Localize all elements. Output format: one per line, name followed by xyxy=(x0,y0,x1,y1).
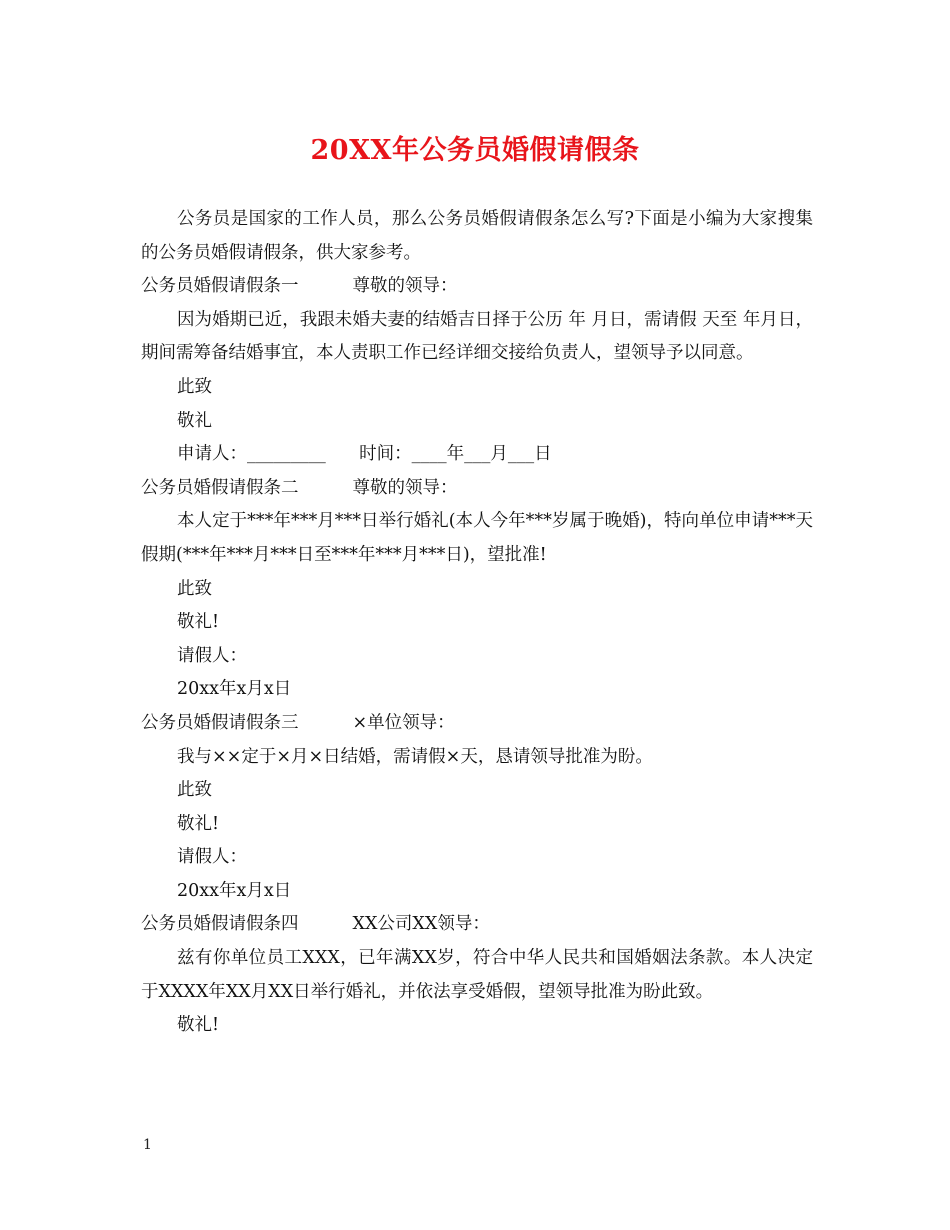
letter4-heading: 公务员婚假请假条四 xyxy=(141,914,299,935)
letter2-signer: 请假人： xyxy=(177,645,247,666)
letter3-signer: 请假人： xyxy=(177,847,247,868)
letter1-heading: 公务员婚假请假条一 xyxy=(141,276,299,297)
letter2-heading: 公务员婚假请假条二 xyxy=(141,477,299,498)
letter2-salutation: 尊敬的领导： xyxy=(352,477,458,498)
letter2-closing2: 敬礼! xyxy=(177,612,220,633)
letter4-salutation: XX公司XX领导： xyxy=(352,914,490,935)
document-title: 20XX年公务员婚假请假条 xyxy=(310,135,640,166)
letter1-heading-line xyxy=(141,270,813,304)
document-body xyxy=(141,203,813,1043)
letter3-heading: 公务员婚假请假条三 xyxy=(141,712,299,733)
letter1-closing2: 敬礼 xyxy=(177,410,212,431)
letter3-closing1: 此致 xyxy=(177,780,212,801)
page-number: 1 xyxy=(143,1137,152,1153)
letter4-body: 兹有你单位员工XXX，已年满XX岁，符合中华人民共和国婚姻法条款。本人决定于XXXX年XX月XX日举行婚礼，并依法享受婚假，望领导批准为盼此致。 xyxy=(141,948,813,1002)
letter1-closing1: 此致 xyxy=(177,376,212,397)
letter4-closing2: 敬礼! xyxy=(177,1015,220,1036)
letter3-salutation: ×单位领导： xyxy=(352,712,455,733)
letter2-heading-line xyxy=(141,472,813,506)
letter3-date: 20xx年x月x日 xyxy=(177,880,292,901)
letter1-salutation: 尊敬的领导： xyxy=(352,276,458,297)
letter1-signature: 申请人：_________ 时间：____年___月___日 xyxy=(177,444,552,465)
letter2-body: 本人定于***年***月***日举行婚礼(本人今年***岁属于晚婚)，特向单位申请***天假期(***年***月***日至***年***月***日)，望批准! xyxy=(141,511,813,565)
letter1-body: 因为婚期已近，我跟未婚夫妻的结婚吉日择于公历 年 月日，需请假 天至 年月日，期间需筹备结婚事宜，本人责职工作已经详细交接给负责人，望领导予以同意。 xyxy=(141,309,813,364)
letter3-heading-line xyxy=(141,707,813,741)
letter3-closing2: 敬礼! xyxy=(177,813,220,834)
letter2-closing1: 此致 xyxy=(177,578,212,599)
intro-paragraph: 公务员是国家的工作人员，那么公务员婚假请假条怎么写?下面是小编为大家搜集的公务员婚假请假条，供大家参考。 xyxy=(141,209,813,263)
letter2-date: 20xx年x月x日 xyxy=(177,679,292,700)
letter4-heading-line xyxy=(141,908,813,942)
letter3-body: 我与××定于×月×日结婚，需请假×天，恳请领导批准为盼。 xyxy=(177,746,653,767)
